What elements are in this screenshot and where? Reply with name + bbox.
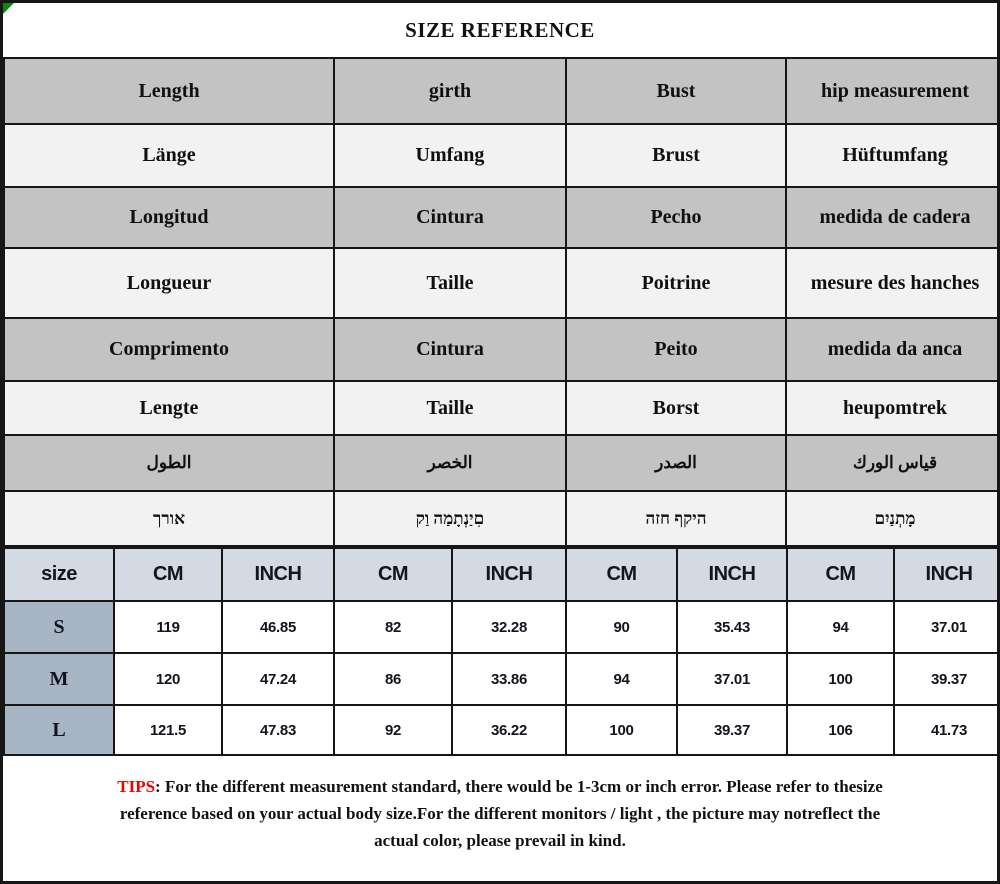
cell-girth-en: girth (334, 58, 566, 124)
table-row-portuguese (4, 318, 1000, 381)
cell-girth-de: Umfang (334, 124, 566, 187)
m-girth-inch: 33.86 (452, 653, 566, 705)
table-row-hebrew (4, 491, 1000, 546)
cell-hip-de: Hüftumfang (786, 124, 1000, 187)
tips-label: TIPS (117, 777, 156, 796)
m-girth-cm: 86 (334, 653, 452, 705)
m-hip-cm: 100 (787, 653, 894, 705)
table-row-dutch (4, 381, 1000, 435)
cell-hip-es: medida de cadera (786, 187, 1000, 248)
cell-bust-he: היקף חזה (566, 491, 786, 546)
l-length-inch: 47.83 (222, 705, 334, 755)
cell-girth-fr: Taille (334, 248, 566, 318)
cell-bust-nl: Borst (566, 381, 786, 435)
cell-hip-he: מָתְנַיִם (786, 491, 1000, 546)
s-girth-cm: 82 (334, 601, 452, 653)
table-row-english (4, 58, 1000, 124)
tips-line-1 (3, 773, 997, 800)
cell-bust-ar: الصدر (566, 435, 786, 491)
cell-length-he: אורך (4, 491, 334, 546)
size-label-l: L (4, 705, 114, 755)
corner-triangle-icon (3, 3, 14, 14)
cell-length-en: Length (4, 58, 334, 124)
table-row-arabic (4, 435, 1000, 491)
s-length-cm: 119 (114, 601, 222, 653)
measurement-language-table (3, 57, 1000, 547)
size-row-m (4, 653, 1000, 705)
m-length-cm: 120 (114, 653, 222, 705)
cell-hip-nl: heupomtrek (786, 381, 1000, 435)
cell-bust-fr: Poitrine (566, 248, 786, 318)
table-row-german (4, 124, 1000, 187)
cell-hip-ar: قياس الورك (786, 435, 1000, 491)
l-girth-inch: 36.22 (452, 705, 566, 755)
tips-line-1-text: : For the different measurement standard, there would be 1-3cm or inch error. Please refer to thesize (155, 777, 883, 796)
cell-length-ar: الطول (4, 435, 334, 491)
m-length-inch: 47.24 (222, 653, 334, 705)
cell-girth-ar: الخصر (334, 435, 566, 491)
header-cm-2: CM (334, 548, 452, 601)
cell-bust-en: Bust (566, 58, 786, 124)
page-title: SIZE REFERENCE (3, 3, 997, 57)
l-hip-inch: 41.73 (894, 705, 1000, 755)
l-bust-cm: 100 (566, 705, 677, 755)
cell-bust-es: Pecho (566, 187, 786, 248)
header-inch-4: INCH (894, 548, 1000, 601)
header-inch-3: INCH (677, 548, 787, 601)
cell-length-nl: Lengte (4, 381, 334, 435)
cell-bust-de: Brust (566, 124, 786, 187)
tips-note (3, 756, 997, 854)
m-bust-inch: 37.01 (677, 653, 787, 705)
size-row-l (4, 705, 1000, 755)
s-bust-inch: 35.43 (677, 601, 787, 653)
size-table-header-row (4, 548, 1000, 601)
table-row-spanish (4, 187, 1000, 248)
tips-line-3: actual color, please prevail in kind. (374, 831, 626, 850)
s-length-inch: 46.85 (222, 601, 334, 653)
s-hip-inch: 37.01 (894, 601, 1000, 653)
header-inch-1: INCH (222, 548, 334, 601)
cell-girth-es: Cintura (334, 187, 566, 248)
s-hip-cm: 94 (787, 601, 894, 653)
cell-hip-en: hip measurement (786, 58, 1000, 124)
cell-hip-pt: medida da anca (786, 318, 1000, 381)
l-bust-inch: 39.37 (677, 705, 787, 755)
m-hip-inch: 39.37 (894, 653, 1000, 705)
s-bust-cm: 90 (566, 601, 677, 653)
table-row-french (4, 248, 1000, 318)
cell-girth-nl: Taille (334, 381, 566, 435)
m-bust-cm: 94 (566, 653, 677, 705)
cell-length-es: Longitud (4, 187, 334, 248)
size-row-s (4, 601, 1000, 653)
size-values-table (3, 547, 1000, 756)
size-label-m: M (4, 653, 114, 705)
cell-length-pt: Comprimento (4, 318, 334, 381)
header-size: size (4, 548, 114, 601)
l-girth-cm: 92 (334, 705, 452, 755)
s-girth-inch: 32.28 (452, 601, 566, 653)
cell-girth-he: םִיַנְתָמַה וַק (334, 491, 566, 546)
cell-hip-fr: mesure des hanches (786, 248, 1000, 318)
header-inch-2: INCH (452, 548, 566, 601)
size-label-s: S (4, 601, 114, 653)
header-cm-3: CM (566, 548, 677, 601)
header-cm-1: CM (114, 548, 222, 601)
cell-girth-pt: Cintura (334, 318, 566, 381)
tips-line-2: reference based on your actual body size.For the different monitors / light , the picture may notreflect the (119, 804, 881, 823)
l-hip-cm: 106 (787, 705, 894, 755)
l-length-cm: 121.5 (114, 705, 222, 755)
header-cm-4: CM (787, 548, 894, 601)
cell-bust-pt: Peito (566, 318, 786, 381)
cell-length-de: Länge (4, 124, 334, 187)
cell-length-fr: Longueur (4, 248, 334, 318)
